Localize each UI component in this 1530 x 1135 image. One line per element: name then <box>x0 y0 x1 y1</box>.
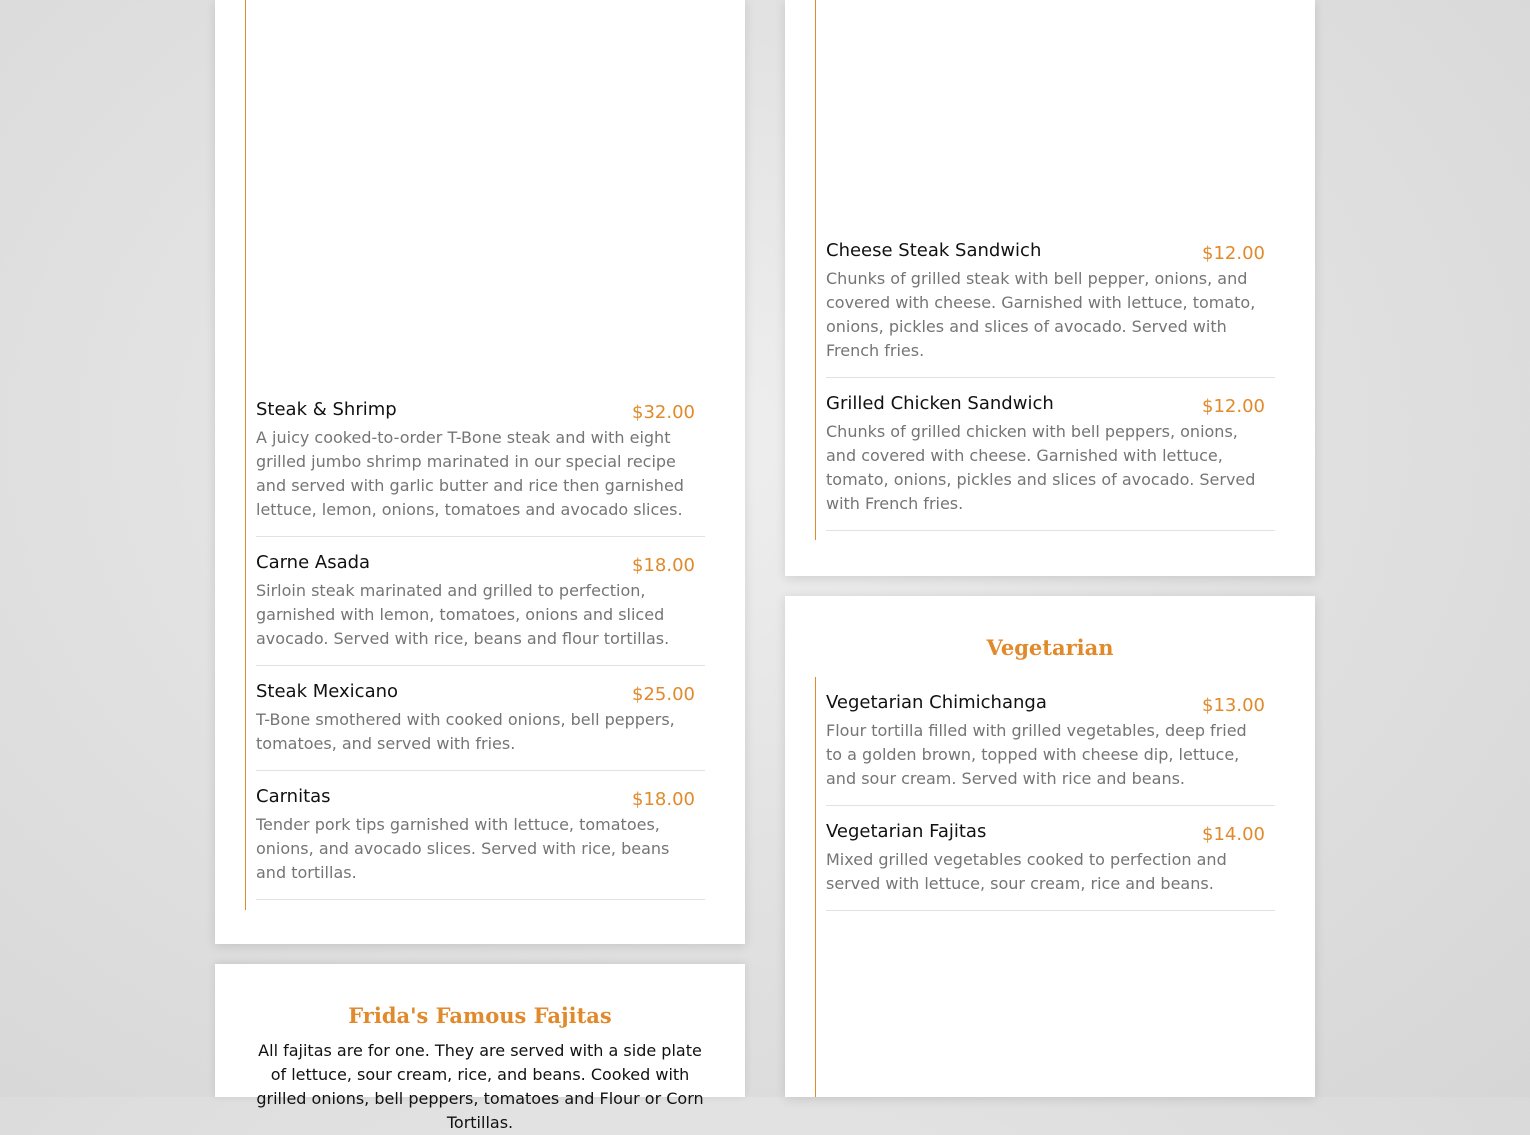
menu-item[interactable] <box>826 691 1275 806</box>
menu-item-description: Chunks of grilled chicken with bell peppers, onions, and covered with cheese. Garnished with lettuce, tomato, onions, pickles and slices of avocado. Served with French fries. <box>826 422 1256 513</box>
menu-item-price: $13.00 <box>1202 695 1265 716</box>
menu-item-description: A juicy cooked-to-order T-Bone steak and with eight grilled jumbo shrimp marinated in our special recipe and served with garlic butter and rice then garnished lettuce, lemon, onions, tomatoes and avocado slices. <box>256 428 684 519</box>
menu-item-price: $18.00 <box>632 789 695 810</box>
menu-item[interactable] <box>256 785 705 900</box>
menu-item-name: Vegetarian Fajitas <box>826 821 987 842</box>
sandwiches-card <box>785 0 1315 576</box>
menu-item[interactable] <box>826 239 1275 378</box>
menu-item-description: Mixed grilled vegetables cooked to perfection and served with lettuce, sour cream, rice and beans. <box>826 850 1227 893</box>
menu-item-description: T-Bone smothered with cooked onions, bell peppers, tomatoes, and served with fries. <box>256 710 675 753</box>
menu-item[interactable] <box>256 680 705 771</box>
menu-item-description: Tender pork tips garnished with lettuce, tomatoes, onions, and avocado slices. Served with rice, beans and tortillas. <box>256 815 670 882</box>
menu-item-price: $25.00 <box>632 684 695 705</box>
menu-item[interactable] <box>826 392 1275 531</box>
section-title: Frida's Famous Fajitas <box>348 1003 612 1028</box>
menu-item-description: Flour tortilla filled with grilled vegetables, deep fried to a golden brown, topped with cheese dip, lettuce, and sour cream. Served with rice and beans. <box>826 721 1247 788</box>
steaks-card <box>215 0 745 944</box>
section-divider-line <box>815 0 816 540</box>
menu-item-name: Grilled Chicken Sandwich <box>826 393 1054 414</box>
fajitas-card <box>215 964 745 1132</box>
menu-item-price: $18.00 <box>632 555 695 576</box>
menu-item-name: Cheese Steak Sandwich <box>826 240 1042 261</box>
menu-item-description: Sirloin steak marinated and grilled to perfection, garnished with lemon, tomatoes, onions and sliced avocado. Served with rice, beans and flour tortillas. <box>256 581 670 648</box>
section-divider-line <box>245 0 246 910</box>
vegetarian-card <box>785 596 1315 1097</box>
menu-item-name: Vegetarian Chimichanga <box>826 692 1047 713</box>
menu-item-price: $14.00 <box>1202 824 1265 845</box>
menu-item-price: $12.00 <box>1202 396 1265 417</box>
section-intro: All fajitas are for one. They are served with a side plate of lettuce, sour cream, rice, and beans. Cooked with grilled onions, bell peppers, tomatoes and Flour or Corn Tortillas. <box>256 1041 704 1132</box>
menu-item-name: Steak & Shrimp <box>256 399 397 420</box>
section-divider-line <box>815 677 816 1097</box>
menu-item[interactable] <box>256 551 705 666</box>
menu-item-price: $12.00 <box>1202 243 1265 264</box>
menu-item-description: Chunks of grilled steak with bell pepper, onions, and covered with cheese. Garnished with lettuce, tomato, onions, pickles and slices of avocado. Served with French fries. <box>826 269 1256 360</box>
menu-item-price: $32.00 <box>632 402 695 423</box>
menu-item[interactable] <box>256 398 705 537</box>
menu-item-name: Carne Asada <box>256 552 371 573</box>
menu-item[interactable] <box>826 820 1275 911</box>
menu-item-name: Steak Mexicano <box>256 681 399 702</box>
section-title: Vegetarian <box>986 635 1114 660</box>
menu-item-name: Carnitas <box>256 786 331 807</box>
